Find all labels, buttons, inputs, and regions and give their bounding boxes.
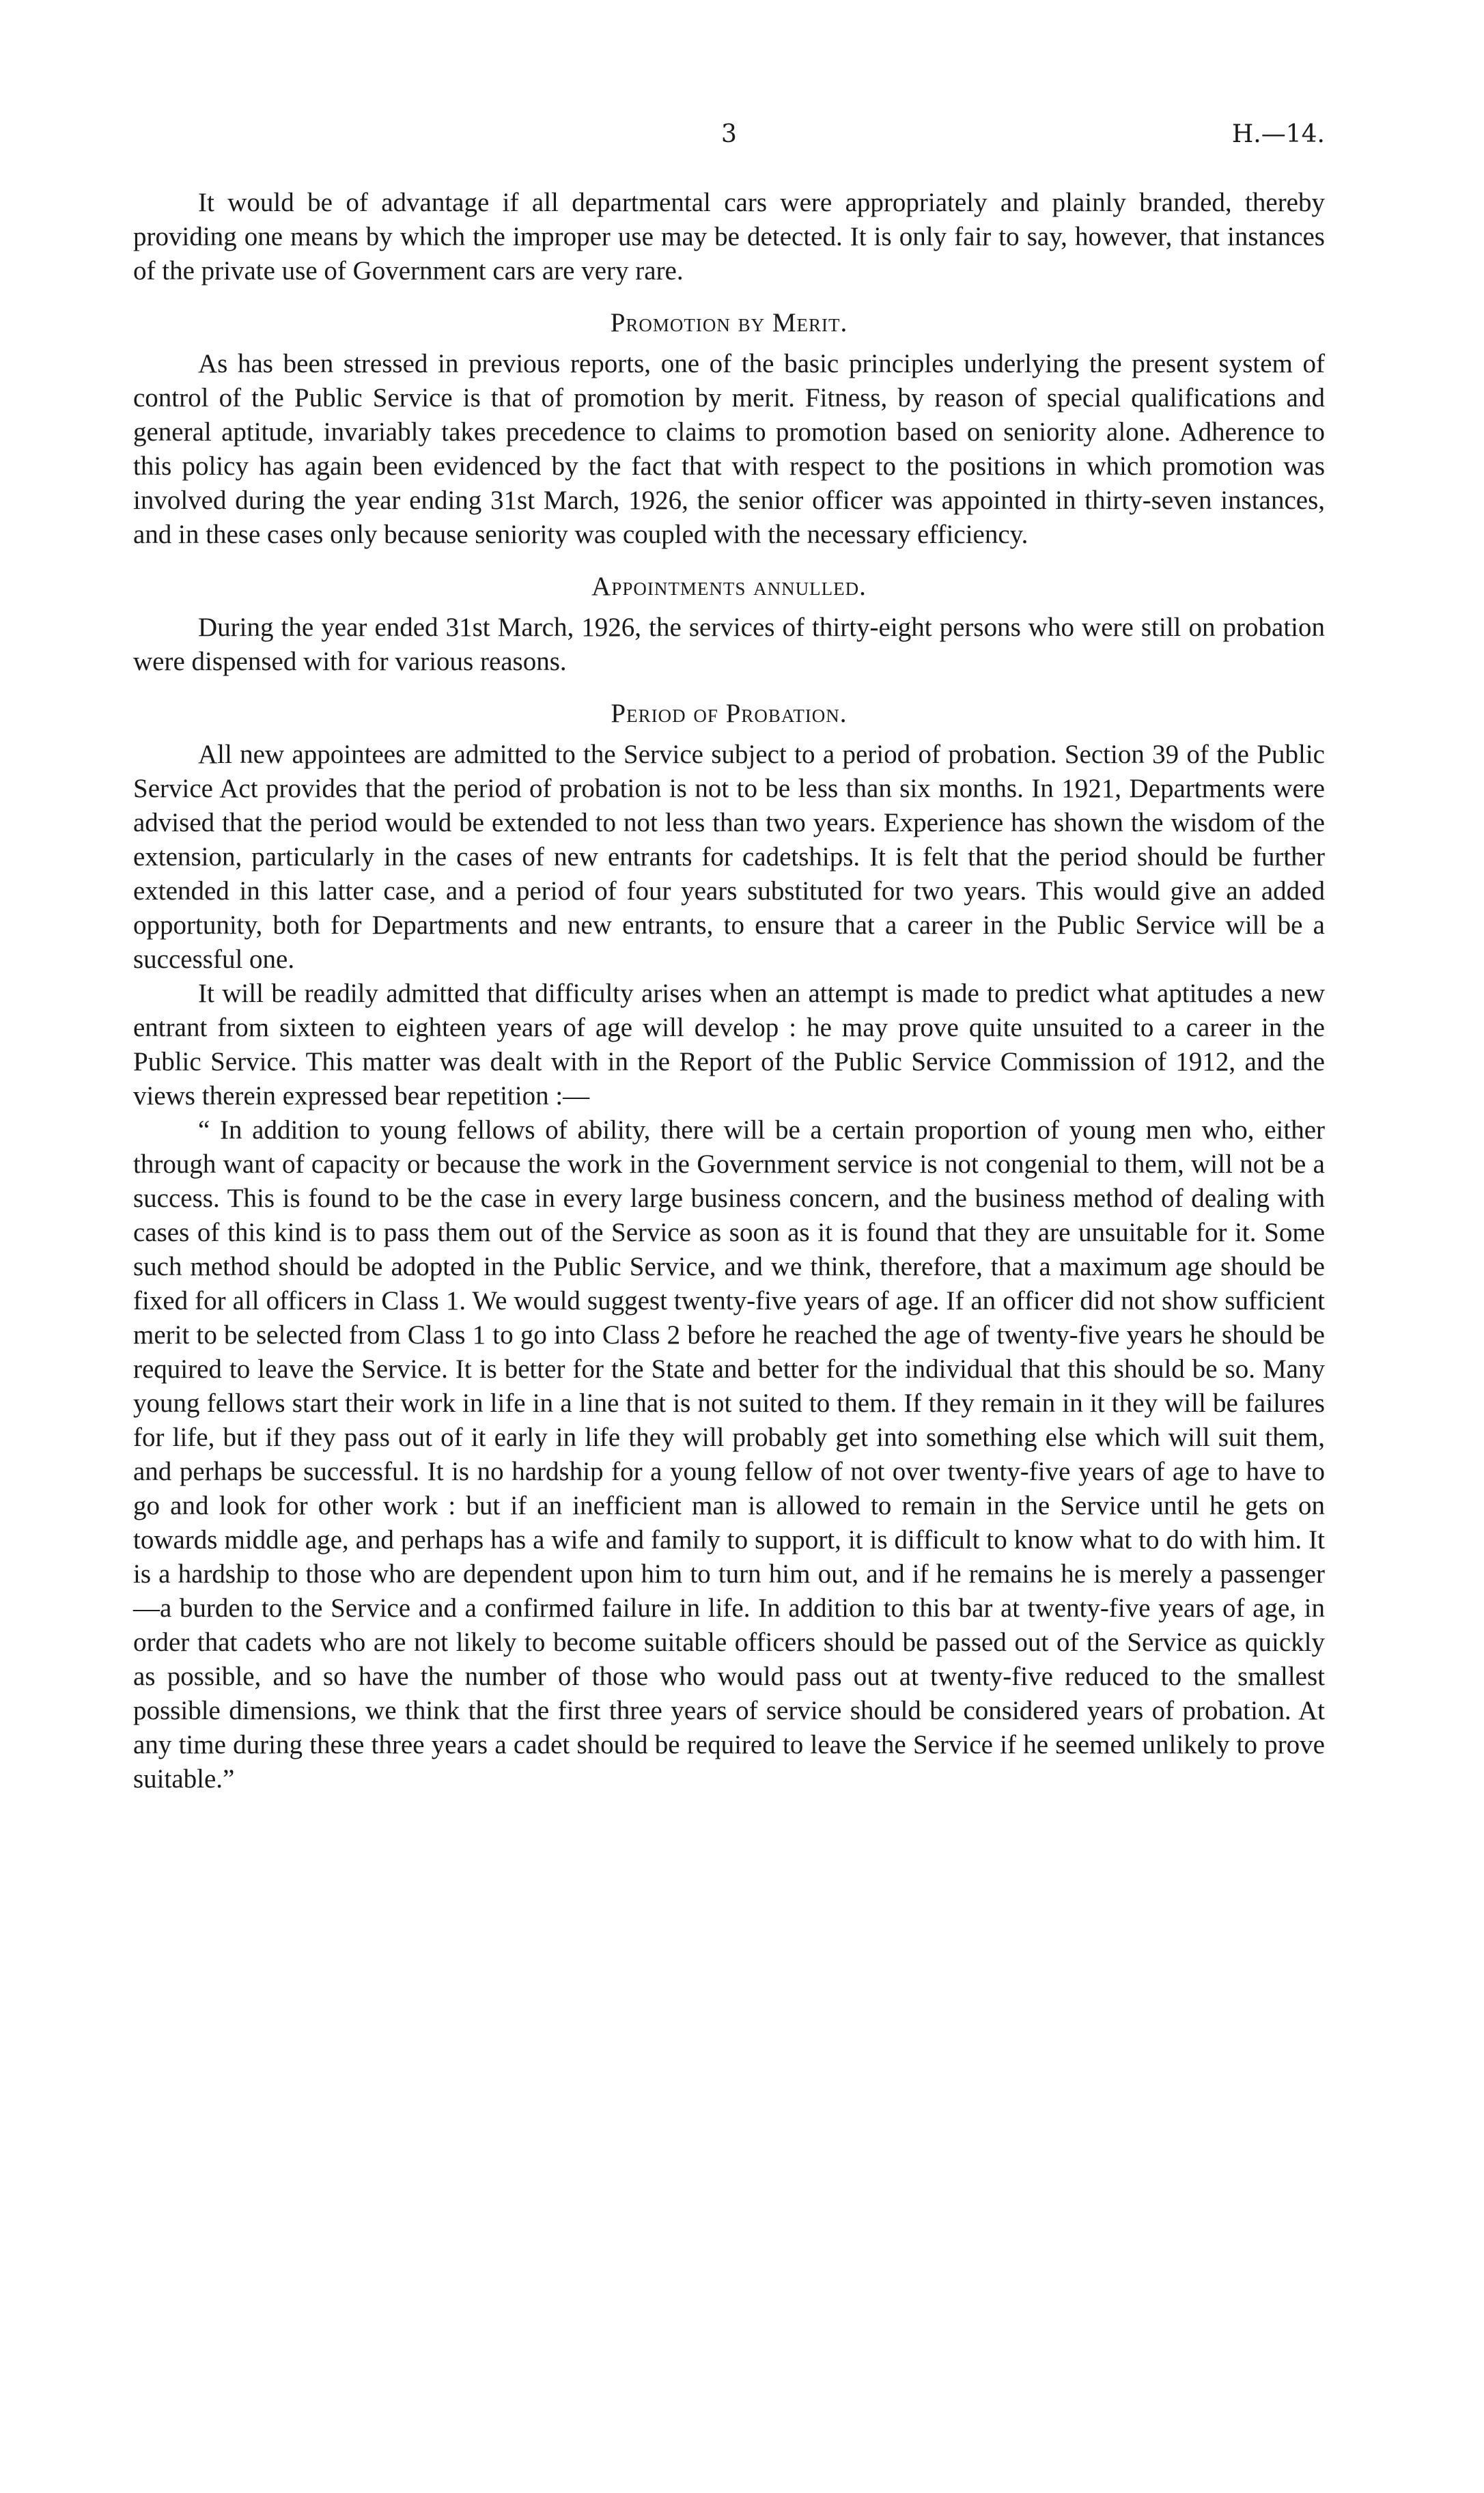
quote-paragraph: “ In addition to young fellows of ability, there will be a certain proportion of young men who, either through want of capacity or because the work in the Government service is not congenial to them, will not be a success. This is found to be the case in every large business concern, and the business method of dealing with cases of this kind is to pass them out of the Service as soon as it is found that they are unsuitable for it. Some such method should be adopted in the Public Service, and we think, therefore, that a maximum age should be fixed for all officers in Class 1. We would suggest twenty-five years of age. If an officer did not show sufficient merit to be selected from Class 1 to go into Class 2 before he reached the age of twenty-five years he should be required to leave the Service. It is better for the State and better for the individual that this should be so. Many young fellows start their work in life in a line that is not suited to them. If they remain in it they will be failures for life, but if they pass out of it early in life they will probably get into something else which will suit them, and perhaps be successful. It is no hardship for a young fellow of not over twenty-five years of age to have to go and look for other work : but if an inefficient man is allowed to remain in the Service until he gets on towards middle age, and perhaps has a wife and family to support, it is difficult to know what to do with him. It is a hardship to those who are dependent upon him to turn him out, and if he remains he is merely a passenger—a burden to the Service and a confirmed failure in life. In addition to this bar at twenty-five years of age, in order that cadets who are not likely to become suitable officers should be passed out of the Service as quickly as possible, and so have the number of those who would pass out at twenty-five reduced to the smallest possible dimensions, we think that the first three years of service should be considered years of probation. At any time during these three years a cadet should be required to leave the Service if he seemed unlikely to prove suitable.” <box>133 1115 1325 1794</box>
document-reference: H.—14. <box>1231 120 1325 148</box>
body-text <box>133 186 1325 1796</box>
section-heading-probation: Period of Probation. <box>611 699 848 728</box>
probation-paragraph-2: It will be readily admitted that difficulty arises when an attempt is made to predict what aptitudes a new entrant from sixteen to eighteen years of age will develop : he may prove quite unsuited to a career in the Public Service. This matter was dealt with in the Report of the Public Service Commission of 1912, and the views therein expressed bear repetition :— <box>133 979 1325 1111</box>
page-number: 3 <box>721 120 737 148</box>
running-head <box>133 120 1325 161</box>
intro-paragraph: It would be of advantage if all departmental cars were appropriately and plainly branded, thereby providing one means by which the improper use may be detected. It is only fair to say, however, that instances of the private use of Government cars are very rare. <box>133 188 1325 285</box>
promotion-paragraph: As has been stressed in previous reports, one of the basic principles underlying the present system of control of the Public Service is that of promotion by merit. Fitness, by reason of special qualifications and general aptitude, invariably takes precedence to claims to promotion based on seniority alone. Adherence to this policy has again been evidenced by the fact that with respect to the positions in which promotion was involved during the year ending 31st March, 1926, the senior officer was appointed in thirty-seven instances, and in these cases only because seniority was coupled with the necessary efficiency. <box>133 349 1325 549</box>
commission-quote <box>133 1113 1325 1796</box>
probation-paragraph-1: All new appointees are admitted to the Service subject to a period of probation. Section 39 of the Public Service Act provides that the period of probation is not to be less than six months. In 1921, Departments were advised that the period would be extended to not less than two years. Experience has shown the wisdom of the extension, particularly in the cases of new entrants for cadetships. It is felt that the period should be further extended in this latter case, and a period of four years substituted for two years. This would give an added opportunity, both for Departments and new entrants, to ensure that a career in the Public Service will be a successful one. <box>133 740 1325 974</box>
section-heading-promotion: Promotion by Merit. <box>610 308 848 337</box>
section-heading-appointments: Appointments annulled. <box>591 572 867 601</box>
appointments-paragraph: During the year ended 31st March, 1926, the services of thirty-eight persons who were still on probation were dispensed with for various reasons. <box>133 613 1325 676</box>
